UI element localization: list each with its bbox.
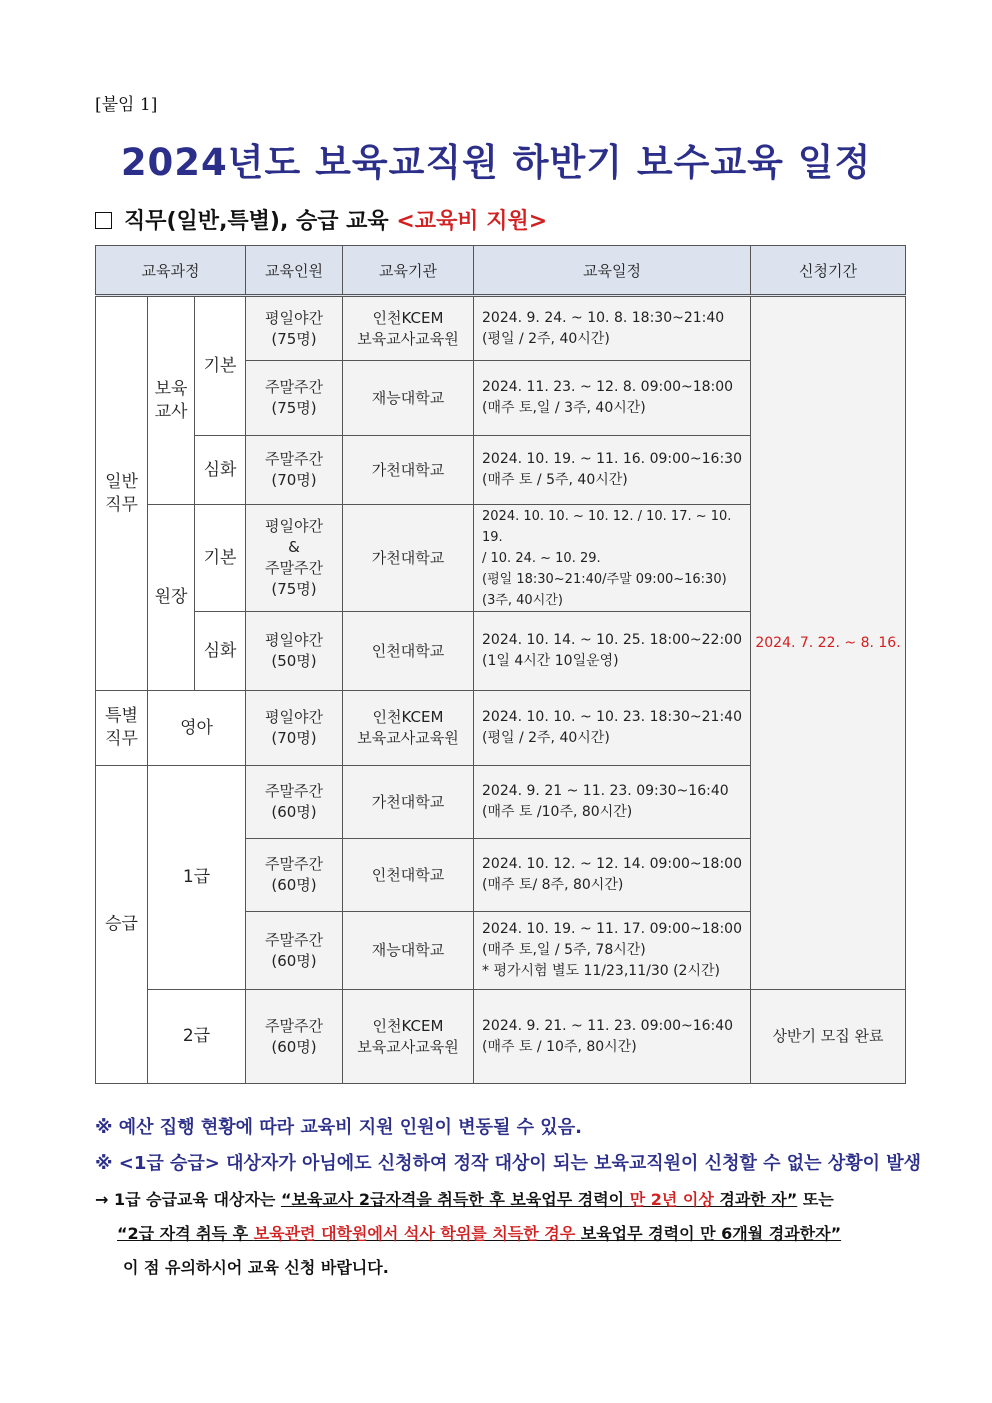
people-cell: 평일야간 (50명) <box>246 612 343 691</box>
people-cell: 주말주간 (75명) <box>246 361 343 436</box>
notes-section <box>95 1110 925 1284</box>
note-grade1-criteria-2: “2급 자격 취득 후 보육관련 대학원에서 석사 학위를 치득한 경우 보육업무 경력이 만 6개월 경과한자” <box>117 1224 842 1243</box>
schedule-cell: 2024. 9. 24. ~ 10. 8. 18:30~21:40 (평일 / 2주, 40시간) <box>474 296 751 361</box>
group-infant: 영아 <box>148 691 246 766</box>
group-special: 특별 직무 <box>96 691 148 766</box>
schedule-cell: 2024. 10. 12. ~ 12. 14. 09:00~18:00 (매주 토/ 8주, 80시간) <box>474 839 751 912</box>
level-advanced: 심화 <box>195 612 246 691</box>
group-general: 일반 직무 <box>96 296 148 691</box>
people-cell: 평일야간 (75명) <box>246 296 343 361</box>
schedule-cell: 2024. 9. 21. ~ 11. 23. 09:00~16:40 (매주 토 / 10주, 80시간) <box>474 990 751 1084</box>
level-basic: 기본 <box>195 296 246 436</box>
org-cell: 인천대학교 <box>343 839 474 912</box>
schedule-cell: 2024. 10. 19. ~ 11. 16. 09:00~16:30 (매주 토 / 5주, 40시간) <box>474 436 751 505</box>
org-cell: 인천대학교 <box>343 612 474 691</box>
schedule-cell: 2024. 9. 21 ~ 11. 23. 09:30~16:40 (매주 토 /10주, 80시간) <box>474 766 751 839</box>
org-cell: 인천KCEM 보육교사교육원 <box>343 691 474 766</box>
note-budget: ※ 예산 집행 현황에 따라 교육비 지원 인원이 변동될 수 있음. <box>95 1117 582 1138</box>
people-cell: 평일야간 & 주말주간 (75명) <box>246 505 343 612</box>
org-cell: 가천대학교 <box>343 505 474 612</box>
org-cell: 가천대학교 <box>343 766 474 839</box>
checkbox-square-icon <box>95 212 112 229</box>
org-cell: 인천KCEM 보육교사교육원 <box>343 296 474 361</box>
attachment-label: [붙임 1] <box>95 95 158 115</box>
schedule-cell: 2024. 10. 14. ~ 10. 25. 18:00~22:00 (1일 4시간 10일운영) <box>474 612 751 691</box>
section-heading <box>95 204 547 235</box>
people-cell: 주말주간 (60명) <box>246 912 343 990</box>
people-cell: 주말주간 (70명) <box>246 436 343 505</box>
page-title: 2024년도 보육교직원 하반기 보수교육 일정 <box>120 141 872 184</box>
note-closing: 이 점 유의하시어 교육 신청 바랍니다. <box>123 1258 389 1277</box>
people-cell: 평일야간 (70명) <box>246 691 343 766</box>
note-grade1-warning: ※ <1급 승급> 대상자가 아님에도 신청하여 정작 대상이 되는 보육교직원이 신청할 수 없는 상황이 발생 <box>95 1153 922 1174</box>
header-period: 신청기간 <box>751 246 906 296</box>
table-header-row <box>96 246 906 296</box>
level-advanced: 심화 <box>195 436 246 505</box>
grade-2: 2급 <box>148 990 246 1084</box>
header-course: 교육과정 <box>96 246 246 296</box>
grade2-period: 상반기 모집 완료 <box>751 990 906 1084</box>
org-cell: 인천KCEM 보육교사교육원 <box>343 990 474 1084</box>
org-cell: 재능대학교 <box>343 361 474 436</box>
people-cell: 주말주간 (60명) <box>246 990 343 1084</box>
group-director: 원장 <box>148 505 195 691</box>
header-org: 교육기관 <box>343 246 474 296</box>
table-row <box>96 296 906 361</box>
group-teacher: 보육 교사 <box>148 296 195 505</box>
schedule-cell: 2024. 10. 10. ~ 10. 23. 18:30~21:40 (평일 / 2주, 40시간) <box>474 691 751 766</box>
grade-1: 1급 <box>148 766 246 990</box>
section-prefix: 직무(일반,특별), 승급 교육 <box>124 209 389 234</box>
application-period: 2024. 7. 22. ~ 8. 16. <box>751 296 906 990</box>
group-promotion: 승급 <box>96 766 148 1084</box>
table-row <box>96 990 906 1084</box>
people-cell: 주말주간 (60명) <box>246 839 343 912</box>
org-cell: 재능대학교 <box>343 912 474 990</box>
schedule-cell: 2024. 11. 23. ~ 12. 8. 09:00~18:00 (매주 토,일 / 3주, 40시간) <box>474 361 751 436</box>
level-basic: 기본 <box>195 505 246 612</box>
schedule-cell: 2024. 10. 10. ~ 10. 12. / 10. 17. ~ 10. 19. / 10. 24. ~ 10. 29. (평일 18:30~21:40/주말 09:00~16:30) (3주, 40시간) <box>474 505 751 612</box>
header-schedule: 교육일정 <box>474 246 751 296</box>
section-highlight: <교육비 지원> <box>396 209 548 234</box>
schedule-cell: 2024. 10. 19. ~ 11. 17. 09:00~18:00 (매주 토,일 / 5주, 78시간) * 평가시험 별도 11/23,11/30 (2시간) <box>474 912 751 990</box>
schedule-table <box>95 245 906 1084</box>
people-cell: 주말주간 (60명) <box>246 766 343 839</box>
header-people: 교육인원 <box>246 246 343 296</box>
org-cell: 가천대학교 <box>343 436 474 505</box>
note-grade1-criteria: → 1급 승급교육 대상자는 “보육교사 2급자격을 취득한 후 보육업무 경력이 만 2년 이상 경과한 자” 또는 <box>95 1190 834 1209</box>
